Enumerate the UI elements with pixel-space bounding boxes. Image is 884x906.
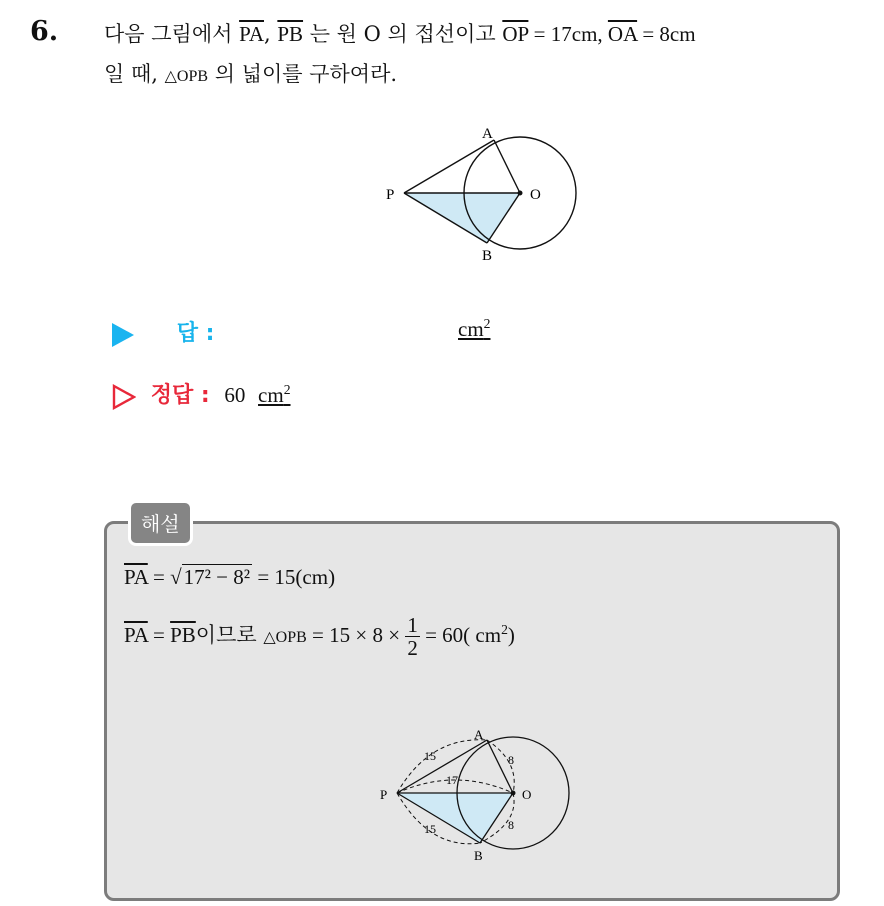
svg-text:P: P — [380, 787, 388, 802]
solution-figure — [370, 722, 590, 872]
svg-text:A: A — [474, 727, 484, 742]
question-line-2: 일 때, △OPB 의 넓이를 구하여라. — [104, 62, 398, 86]
answer-row — [112, 316, 491, 347]
fraction-one-half: $\frac{1}{2}$ — [407, 613, 418, 661]
svg-text:8: 8 — [508, 753, 514, 767]
question-number: 6. — [30, 16, 59, 47]
correct-value: 60 — [224, 383, 246, 407]
solution-line-2: $\overline{PA} = \overline{PB}$이므로 △OPB = 15 × 8 × $\frac{1}{2}$ = 60( $cm^2$) — [124, 613, 515, 661]
segment-oa: $\overline{OA}$ — [607, 22, 638, 46]
answer-label: 답 : — [176, 321, 215, 346]
solution-tab: 해설 — [128, 500, 193, 546]
play-outline-icon — [112, 384, 136, 410]
label-a: A — [482, 126, 493, 142]
shaded-triangle — [404, 193, 520, 243]
segment-op: $\overline{OP}$ — [502, 22, 529, 46]
label-p: P — [386, 187, 395, 203]
correct-answer-row — [112, 378, 291, 410]
segment-pa: $\overline{PA}$ — [239, 22, 264, 46]
label-b: B — [482, 248, 493, 264]
play-filled-icon — [112, 323, 134, 347]
correct-label: 정답 : — [150, 383, 210, 408]
svg-text:8: 8 — [508, 818, 514, 832]
svg-text:15: 15 — [424, 822, 436, 836]
svg-text:15: 15 — [424, 749, 436, 763]
segment-pb: $\overline{PB}$ — [277, 22, 304, 46]
tangent-figure — [370, 118, 590, 268]
radius-oa — [494, 140, 520, 193]
question-line-1: 다음 그림에서 $\overline{PA}$, $\overline{PB}$ 는 원 O 의 접선이고 $\overline{OP} = 17cm$, $\overline{OA} = 8cm$ — [104, 22, 696, 46]
center-dot — [518, 191, 523, 196]
tangent-pa — [404, 140, 494, 193]
answer-blank[interactable]: $cm^2$ — [458, 316, 491, 341]
label-o: O — [530, 187, 541, 203]
svg-text:B: B — [474, 848, 483, 863]
correct-unit: $cm^2$ — [258, 382, 291, 407]
solution-line-1: $\overline{PA} = √17^2 - 8^2 = 15(cm)$ — [124, 565, 336, 589]
svg-text:17: 17 — [446, 773, 458, 787]
svg-text:O: O — [522, 787, 532, 802]
